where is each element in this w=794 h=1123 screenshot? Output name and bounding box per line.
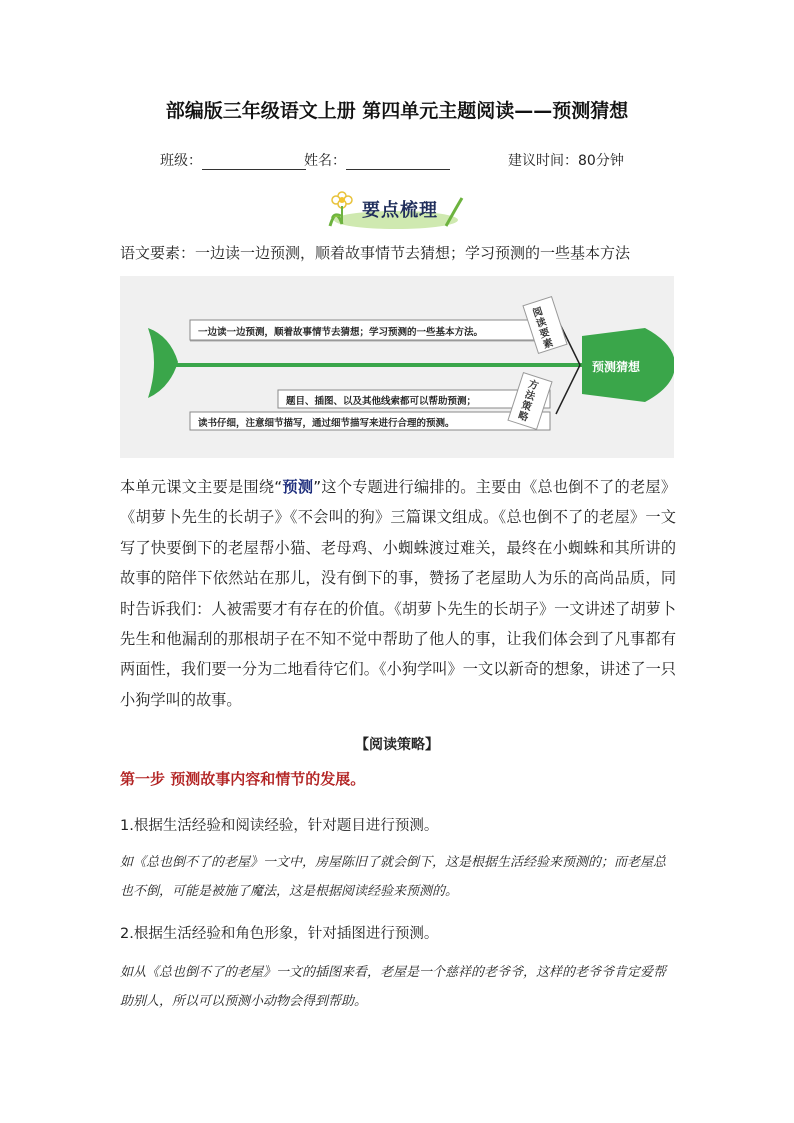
class-label-text: 班级：	[160, 153, 202, 169]
strategy-heading: 【阅读策略】	[355, 737, 439, 753]
page-title: 部编版三年级语文上册 第四单元主题阅读——预测猜想	[165, 100, 629, 122]
fishbone-diagram	[120, 276, 674, 458]
intro-paragraph	[120, 472, 676, 715]
name-label	[304, 150, 450, 170]
name-blank-field[interactable]	[346, 155, 450, 170]
fishbone-head-label: 预测猜想	[592, 360, 641, 374]
fishbone-upper-tag: 阅读要素	[531, 306, 555, 352]
name-label-text: 姓名：	[304, 153, 346, 169]
time-label: 建议时间：80分钟	[508, 153, 624, 169]
elements-line: 语文要素：一边读一边预测，顺着故事情节去猜想；学习预测的一些基本方法	[120, 244, 631, 262]
fishbone-graphic	[120, 276, 674, 458]
class-label	[160, 150, 306, 170]
intro-text-2: ”这个专题进行编排的。主要由《总也倒不了的老屋》《胡萝卜先生的长胡子》《不会叫的狗》三篇课文组成。《总也倒不了的老屋》一文写了快要倒下的老屋帮小猫、老母鸡、小蜘蛛渡过难关，最终在小蜘蛛和其所讲的故事的陪伴下依然站在那儿，没有倒下的事，赞扬了老屋助人为乐的高尚品质，同时告诉我们：人被需要才有存在的价值。《胡萝卜先生的长胡子》一文讲述了胡萝卜先生和他漏刮的那根胡子在不知不觉中帮助了他人的事，让我们体会到了凡事都有两面性，我们要一分为二地看待它们。《小狗学叫》一文以新奇的想象，讲述了一只小狗学叫的故事。	[120, 478, 677, 709]
question-2: 2.根据生活经验和角色形象，针对插图进行预测。	[120, 926, 439, 942]
class-blank-field[interactable]	[202, 155, 306, 170]
fishbone-lower-text-2: 读书仔细，注意细节描写，通过细节描写来进行合理的预测。	[198, 418, 455, 429]
intro-text-1: 本单元课文主要是围绕“	[120, 478, 283, 496]
fishbone-lower-tag: 方法策略	[516, 378, 540, 424]
question-1: 1.根据生活经验和阅读经验，针对题目进行预测。	[120, 818, 439, 834]
fishbone-upper-text: 一边读一边预测，顺着故事情节去猜想；学习预测的一些基本方法。	[198, 327, 484, 338]
example-2: 如从《总也倒不了的老屋》一文的插图来看，老屋是一个慈祥的老爷爷，这样的老爷爷肯定爱帮助别人，所以可以预测小动物会得到帮助。	[120, 965, 667, 1009]
intro-highlight: 预测	[282, 478, 314, 496]
step-one-heading: 第一步 预测故事内容和情节的发展。	[120, 770, 366, 788]
fishbone-lower-text-1: 题目、插图、以及其他线索都可以帮助预测；	[286, 396, 477, 407]
badge-label: 要点梳理	[362, 200, 438, 221]
example-1: 如《总也倒不了的老屋》一文中，房屋陈旧了就会倒下，这是根据生活经验来预测的；而老屋总也不倒，可能是被施了魔法，这是根据阅读经验来预测的。	[120, 855, 667, 899]
